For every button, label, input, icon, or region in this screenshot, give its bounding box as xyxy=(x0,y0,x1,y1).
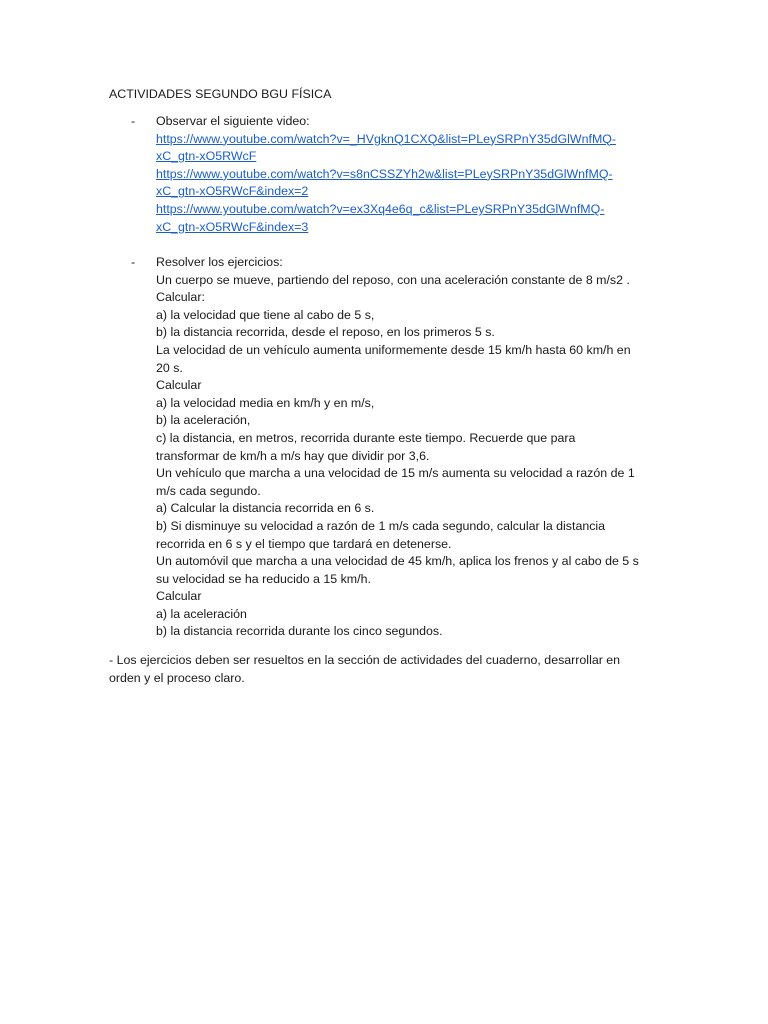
exercise-line: b) la distancia recorrida, desde el reposo, en los primeros 5 s. xyxy=(156,325,495,340)
exercise-line: b) la distancia recorrida durante los cinco segundos. xyxy=(156,624,443,639)
footer-note-line1: - Los ejercicios deben ser resueltos en la sección de actividades del cuaderno, desarrollar en xyxy=(109,653,621,667)
video-link-1[interactable] xyxy=(156,131,659,166)
footer-note-line2: orden y el proceso claro. xyxy=(109,670,245,685)
exercise-line: transformar de km/h a m/s hay que dividir por 3,6. xyxy=(156,448,430,463)
video-link-1-line1: https://www.youtube.com/watch?v=_HVgknQ1CXQ&list=PLeySRPnY35dGlWnfMQ- xyxy=(156,131,617,146)
exercises-section xyxy=(109,254,659,641)
video-link-1-line2: xC_gtn-xO5RWcF xyxy=(156,149,257,164)
exercise-line: Un cuerpo se mueve, partiendo del reposo, con una aceleración constante de 8 m/s2 . xyxy=(156,272,630,287)
video-section xyxy=(109,113,659,236)
video-link-2[interactable] xyxy=(156,166,659,201)
exercise-line: recorrida en 6 s y el tiempo que tardará en detenerse. xyxy=(156,536,452,551)
exercise-line: b) Si disminuye su velocidad a razón de 1 m/s cada segundo, calcular la distancia xyxy=(156,518,606,533)
footer-note xyxy=(109,652,659,687)
video-link-3-line1: https://www.youtube.com/watch?v=ex3Xq4e6q_c&list=PLeySRPnY35dGlWnfMQ- xyxy=(156,201,605,216)
exercise-line: c) la distancia, en metros, recorrida durante este tiempo. Recuerde que para xyxy=(156,430,576,445)
exercise-line: Calcular xyxy=(156,378,202,393)
exercise-line: b) la aceleración, xyxy=(156,413,251,428)
video-link-3-line2: xC_gtn-xO5RWcF&index=3 xyxy=(156,219,309,234)
bullet-dash: - xyxy=(131,114,136,128)
exercise-line: Un vehículo que marcha a una velocidad de 15 m/s aumenta su velocidad a razón de 1 xyxy=(156,466,635,481)
exercise-line: Un automóvil que marcha a una velocidad de 45 km/h, aplica los frenos y al cabo de 5 s xyxy=(156,554,639,569)
exercise-line: 20 s. xyxy=(156,360,183,375)
exercise-line: su velocidad se ha reducido a 15 km/h. xyxy=(156,571,371,586)
video-section-label: Observar el siguiente video: xyxy=(156,114,310,128)
exercise-line: Calcular: xyxy=(156,290,205,305)
exercise-line: a) la velocidad media en km/h y en m/s, xyxy=(156,395,375,410)
exercises-section-label: Resolver los ejercicios: xyxy=(156,255,283,269)
exercise-line: a) Calcular la distancia recorrida en 6 s. xyxy=(156,501,375,516)
exercise-line: a) la aceleración xyxy=(156,606,247,621)
document-title: ACTIVIDADES SEGUNDO BGU FÍSICA xyxy=(109,87,332,101)
video-link-2-line1: https://www.youtube.com/watch?v=s8nCSSZYh2w&list=PLeySRPnY35dGlWnfMQ- xyxy=(156,166,613,181)
exercise-line: Calcular xyxy=(156,589,202,604)
exercise-line: m/s cada segundo. xyxy=(156,483,261,498)
exercise-line: La velocidad de un vehículo aumenta uniformemente desde 15 km/h hasta 60 km/h en xyxy=(156,342,631,357)
bullet-dash: - xyxy=(131,255,136,269)
exercise-line: a) la velocidad que tiene al cabo de 5 s, xyxy=(156,307,375,322)
video-link-2-line2: xC_gtn-xO5RWcF&index=2 xyxy=(156,184,309,199)
video-link-3[interactable] xyxy=(156,201,659,236)
